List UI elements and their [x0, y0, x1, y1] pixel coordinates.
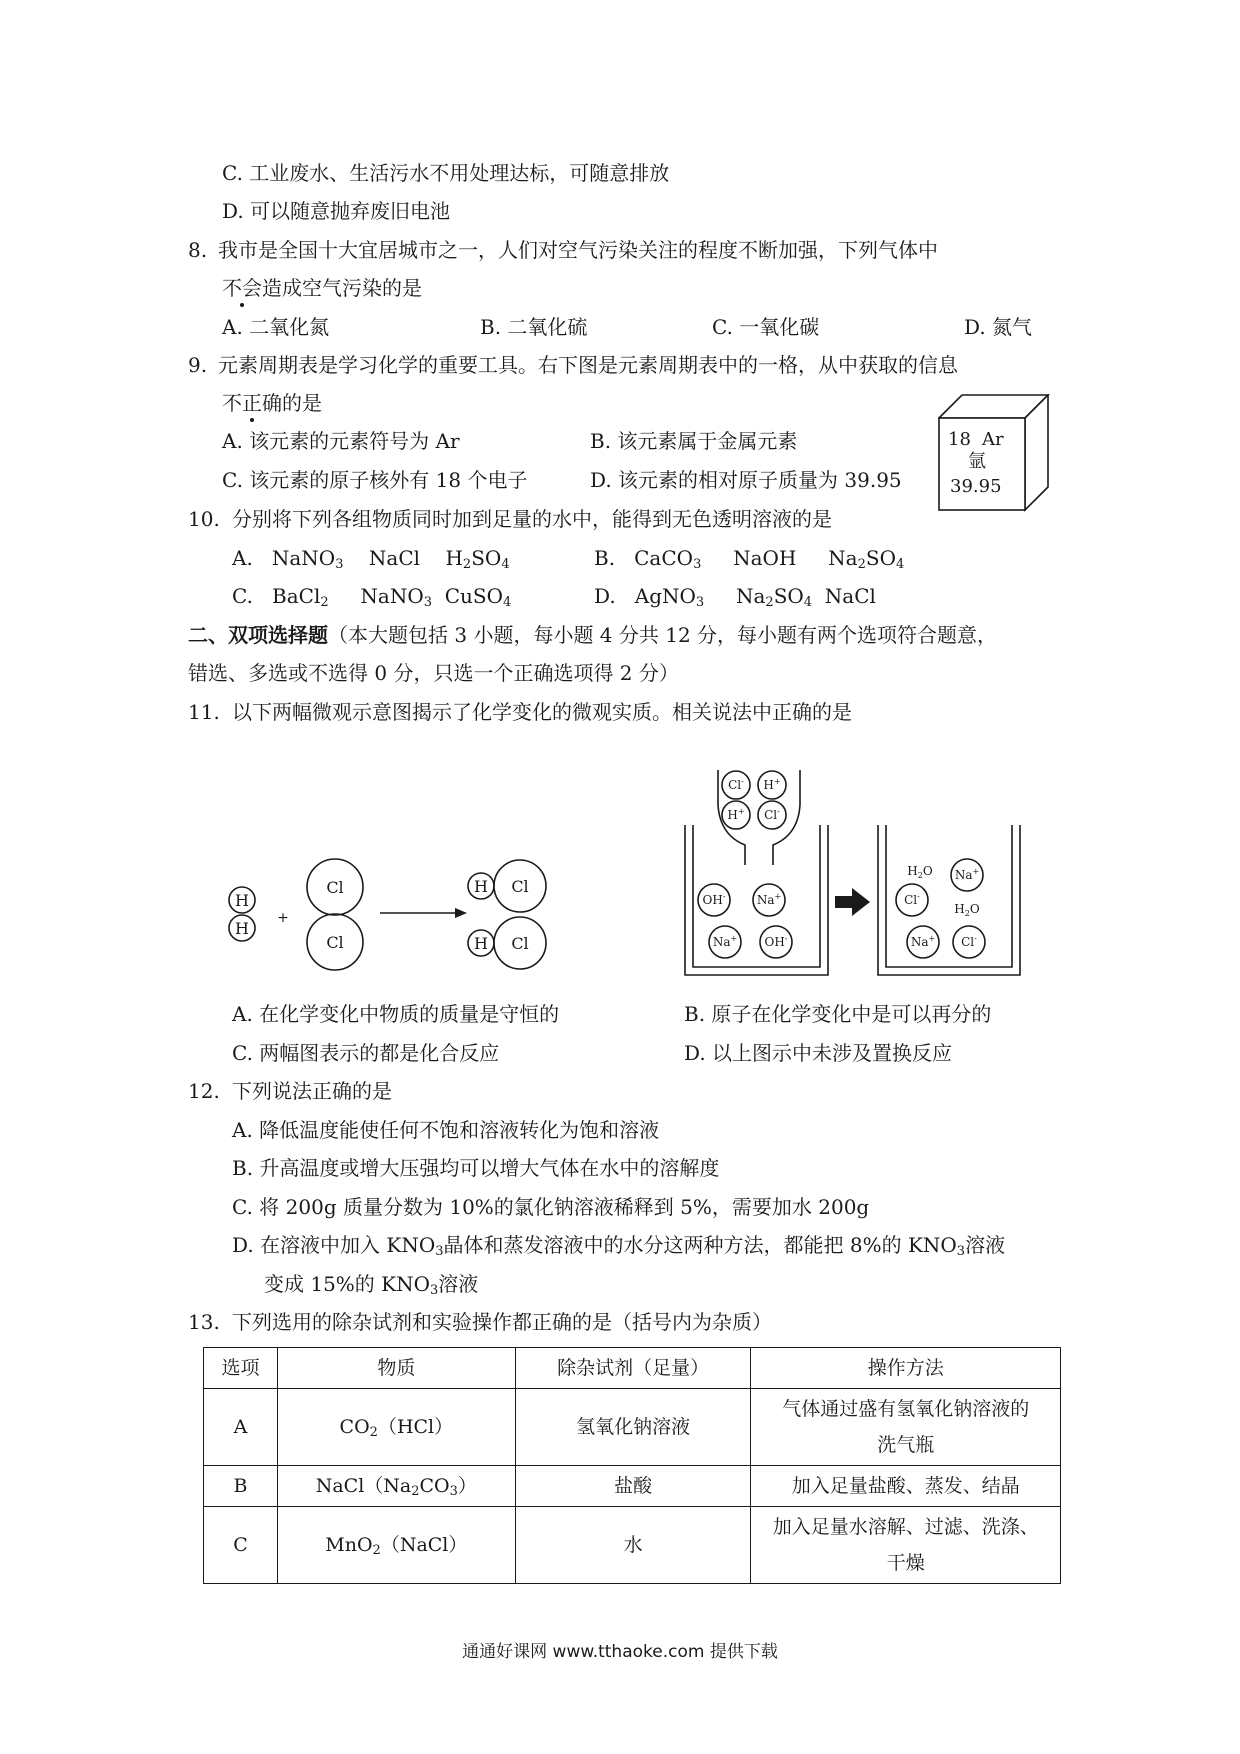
cl-atom-label: Cl	[511, 877, 529, 896]
operation-line: 气体通过盛有氢氧化钠溶液的	[782, 1398, 1030, 1420]
h-atom-label: H	[474, 877, 488, 896]
q11-number: 11.	[188, 700, 220, 724]
q12-d2-part1: 变成 15%的 KNO	[264, 1272, 431, 1296]
atomic-number: 18	[948, 429, 971, 450]
q12-option-a: A. 降低温度能使任何不饱和溶液转化为饱和溶液	[232, 1118, 660, 1142]
operation-line: 洗气瓶	[877, 1434, 935, 1456]
q10-number: 10.	[188, 507, 220, 531]
table-cell-operation: 加入足量盐酸、蒸发、结晶	[751, 1466, 1061, 1507]
q9-option-a: A. 该元素的元素符号为 Ar	[222, 429, 460, 453]
table-cell-option: B	[204, 1466, 278, 1507]
table-cell-reagent: 水	[515, 1507, 751, 1584]
q8-stem-line2-text: 造成空气污染的是	[262, 276, 422, 300]
h-atom-label: H	[474, 934, 488, 953]
table-header-row	[204, 1348, 1061, 1389]
q10-option-c: C. BaCl$_2$ NaNO$_3$ CuSO$_4$	[232, 584, 512, 610]
svg-text:Cl-: Cl-	[961, 934, 977, 949]
cl-atom-label: Cl	[326, 933, 344, 952]
q7-option-d: D. 可以随意抛弃废旧电池	[222, 199, 451, 223]
q10-option-b: B. CaCO$_3$ NaOH $Na_2SO_4$	[594, 546, 905, 572]
svg-text:H+: H+	[763, 777, 781, 792]
q8-emphasis: 不会	[222, 276, 262, 300]
q11-option-a: A. 在化学变化中物质的质量是守恒的	[232, 1002, 560, 1026]
q12-option-c: C. 将 200g 质量分数为 10%的氯化钠溶液稀释到 5%，需要加水 200g	[232, 1195, 870, 1219]
q12-stem: 下列说法正确的是	[232, 1079, 392, 1103]
cl-atom-label: Cl	[511, 934, 529, 953]
table-cell-operation	[751, 1507, 1061, 1584]
svg-text:H2O: $H_2O$	[954, 902, 980, 918]
svg-text:Cl-: Cl-	[764, 807, 780, 822]
operation-line: 加入足量水溶解、过滤、洗涤、	[772, 1516, 1039, 1538]
svg-text:Na+: Na+	[756, 892, 782, 907]
q7-option-c: C. 工业废水、生活污水不用处理达标，可随意排放	[222, 161, 670, 185]
h-atom-label: H	[235, 919, 249, 938]
q11-option-c: C. 两幅图表示的都是化合反应	[232, 1041, 500, 1065]
q9-emphasis: 不正确	[222, 391, 282, 415]
periodic-table-cell	[938, 394, 1050, 512]
subscript: 3	[956, 1244, 966, 1259]
q12-option-b: B. 升高温度或增大压强均可以增大气体在水中的溶解度	[232, 1156, 720, 1180]
svg-text:Na+: Na+	[712, 934, 738, 949]
q10-option-a: A. NaNO$_3$ NaCl $H_2SO_4$	[232, 546, 510, 572]
element-name: 氩	[968, 451, 986, 472]
q9-number: 9.	[188, 353, 208, 377]
svg-text:Na+: Na+	[910, 934, 936, 949]
q9-stem-line1: 元素周期表是学习化学的重要工具。右下图是元素周期表中的一格，从中获取的信息	[218, 353, 958, 377]
q9-stem-line2-text: 的是	[282, 391, 322, 415]
q12-d-part2: 晶体和蒸发溶液中的水分这两种方法，都能把 8%的 KNO	[443, 1233, 957, 1257]
reaction-arrow	[455, 908, 467, 918]
q10-stem: 分别将下列各组物质同时加到足量的水中，能得到无色透明溶液的是	[232, 507, 832, 531]
element-symbol: Ar	[982, 429, 1004, 450]
table-row	[204, 1507, 1061, 1584]
table-cell-substance: $CO_2(HCl)$	[277, 1389, 515, 1466]
section2-title: 二、双项选择题	[188, 623, 328, 647]
section2-desc1: （本大题包括 3 小题，每小题 4 分共 12 分，每小题有两个选项符合题意，	[328, 623, 998, 647]
table-header: 选项	[204, 1348, 278, 1389]
q12-option-d-line2	[264, 1271, 478, 1297]
footer-credit: 通通好课网 www.tthaoke.com 提供下载	[462, 1642, 778, 1662]
h2-cl2-reaction-diagram	[215, 855, 565, 995]
svg-text:OH-: OH-	[702, 892, 726, 907]
q12-option-d	[232, 1232, 1005, 1258]
q13-number: 13.	[188, 1310, 220, 1334]
table-cell-option: A	[204, 1389, 278, 1466]
cl-atom-label: Cl	[326, 878, 344, 897]
neutralization-diagram	[680, 765, 1040, 990]
operation-line: 干燥	[886, 1552, 925, 1574]
table-cell-substance: MnO$_2$（NaCl）	[277, 1507, 515, 1584]
table-cell-operation	[751, 1389, 1061, 1466]
table-header: 操作方法	[751, 1348, 1061, 1389]
svg-text:H+: H+	[727, 807, 745, 822]
table-header: 除杂试剂（足量）	[515, 1348, 751, 1389]
q11-option-b: B. 原子在化学变化中是可以再分的	[684, 1002, 992, 1026]
h-atom-label: H	[235, 891, 249, 910]
table-row	[204, 1389, 1061, 1466]
q12-d2-part2: 溶液	[438, 1272, 479, 1296]
q12-number: 12.	[188, 1079, 220, 1103]
q11-option-d: D. 以上图示中未涉及置换反应	[684, 1041, 953, 1065]
svg-text:Na+: Na+	[954, 867, 980, 882]
subscript: 3	[435, 1244, 444, 1259]
table-header: 物质	[277, 1348, 515, 1389]
svg-text:Cl-: Cl-	[728, 777, 744, 792]
q9-stem-line2	[222, 390, 322, 416]
q9-option-b: B. 该元素属于金属元素	[590, 429, 798, 453]
svg-text:OH-: OH-	[764, 934, 788, 949]
q8-stem-line1: 我市是全国十大宜居城市之一，人们对空气污染关注的程度不断加强，下列气体中	[218, 238, 938, 262]
q12-d-part3: 溶液	[965, 1233, 1006, 1257]
svg-text:H2O: $H_2O$	[907, 864, 933, 880]
q11-stem: 以下两幅微观示意图揭示了化学变化的微观实质。相关说法中正确的是	[232, 700, 852, 724]
q12-d-part1: D. 在溶液中加入 KNO	[232, 1233, 436, 1257]
impurity-removal-table	[203, 1347, 1061, 1584]
svg-text:Cl-: Cl-	[904, 892, 920, 907]
q8-option-b: B. 二氧化硫	[480, 315, 588, 339]
section2-header	[188, 622, 997, 648]
table-row	[204, 1466, 1061, 1507]
q8-stem-line2	[222, 275, 422, 301]
plus-sign: +	[277, 910, 289, 926]
section2-desc2: 错选、多选或不选得 0 分，只选一个正确选项得 2 分）	[188, 661, 679, 685]
q8-option-a: A. 二氧化氮	[222, 315, 330, 339]
q9-option-d: D. 该元素的相对原子质量为 39.95	[590, 468, 902, 492]
q8-option-d: D. 氮气	[964, 315, 1033, 339]
q10-option-d: D. AgNO$_3$ $Na_2SO_4$ NaCl	[594, 584, 876, 610]
q13-stem: 下列选用的除杂试剂和实验操作都正确的是（括号内为杂质）	[232, 1310, 772, 1334]
table-cell-reagent: 氢氧化钠溶液	[515, 1389, 751, 1466]
q8-option-c: C. 一氧化碳	[712, 315, 820, 339]
table-cell-reagent: 盐酸	[515, 1466, 751, 1507]
q9-option-c: C. 该元素的原子核外有 18 个电子	[222, 468, 528, 492]
atomic-mass: 39.95	[950, 476, 1002, 497]
table-cell-substance: $NaCl(Na_2CO_3)$	[277, 1466, 515, 1507]
subscript: 3	[430, 1283, 439, 1298]
q8-number: 8.	[188, 238, 208, 262]
process-arrow	[835, 888, 870, 916]
table-cell-option: C	[204, 1507, 278, 1584]
